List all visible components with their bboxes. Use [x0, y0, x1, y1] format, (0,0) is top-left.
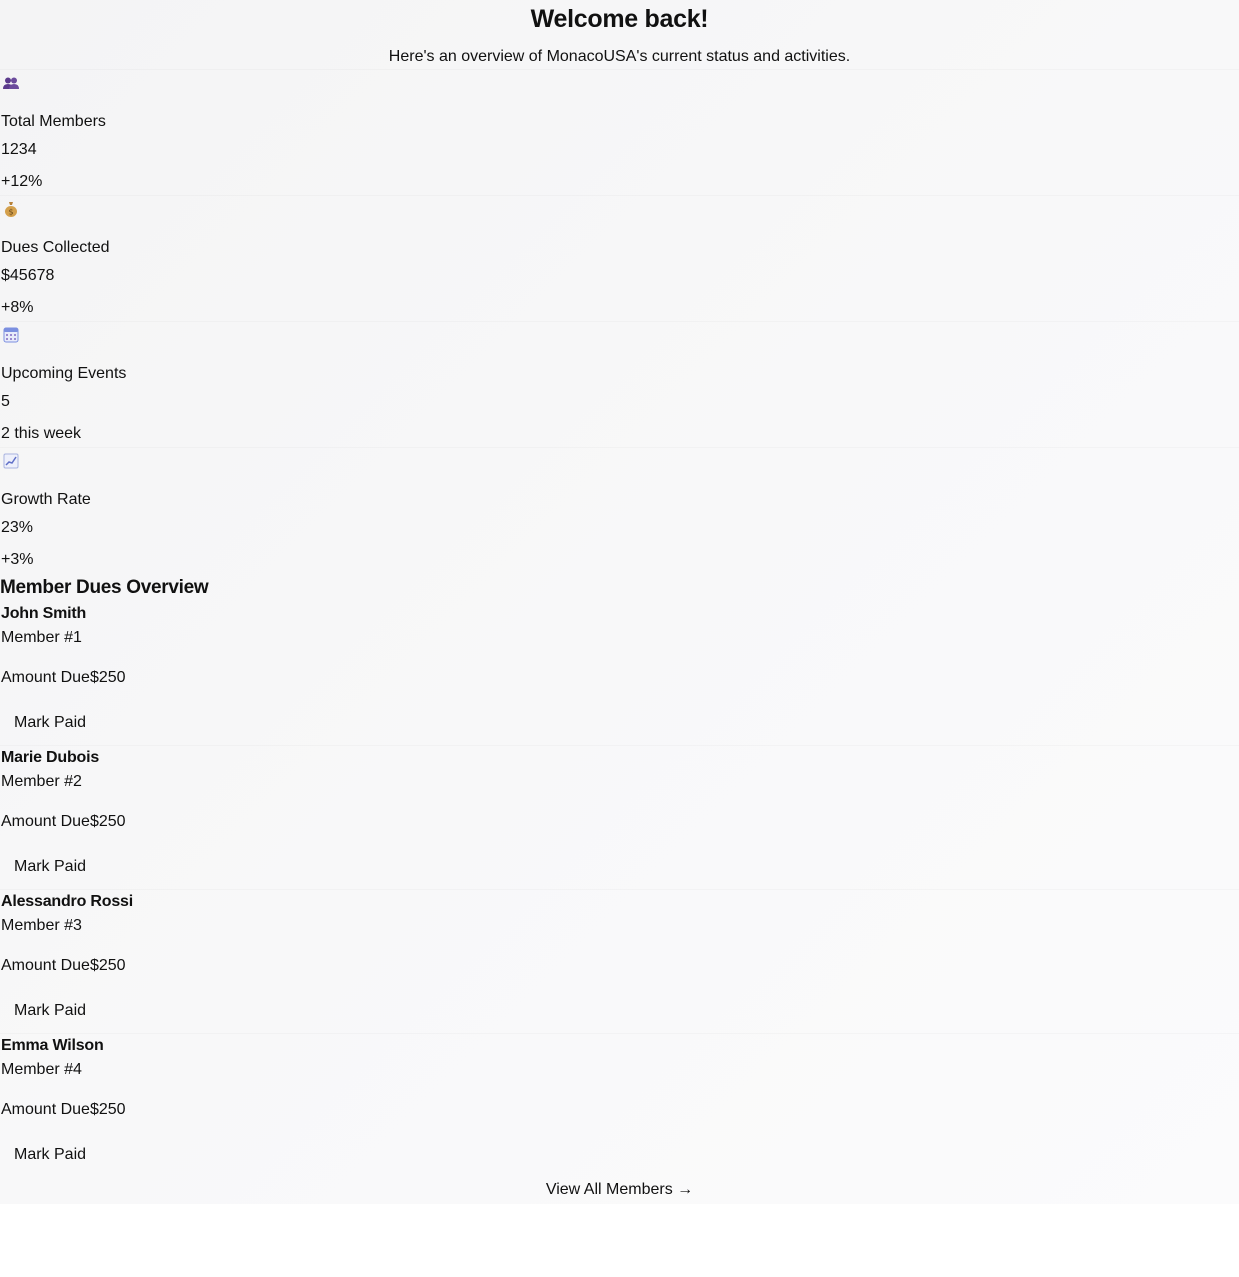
stat-value: 23%	[1, 519, 34, 536]
member-name: Alessandro Rossi	[1, 893, 133, 910]
member-name: Marie Dubois	[1, 749, 100, 766]
stat-label: Total Members	[1, 113, 106, 130]
amount-due-row	[1, 956, 126, 976]
divider	[0, 745, 1239, 746]
member-name: Emma Wilson	[1, 1037, 104, 1054]
amount-due-value: $250	[89, 1101, 126, 1118]
calendar-icon	[2, 326, 22, 344]
divider	[0, 69, 1239, 70]
amount-due-value: $250	[89, 957, 126, 974]
stat-label: Dues Collected	[1, 239, 110, 256]
member-number: Member #3	[1, 917, 82, 934]
stat-value: $45678	[1, 267, 55, 284]
page-subtitle: Here's an overview of MonacoUSA's current status and activities.	[388, 48, 851, 65]
amount-due-value: $250	[89, 669, 126, 686]
divider	[0, 195, 1239, 196]
amount-due-label: Amount Due	[1, 813, 90, 830]
member-number: Member #4	[1, 1061, 82, 1078]
mark-paid-button[interactable]: Mark Paid	[1, 994, 99, 1028]
divider	[0, 889, 1239, 890]
stat-value: 5	[1, 393, 10, 410]
stat-change: +8%	[1, 299, 34, 316]
divider	[0, 1033, 1239, 1034]
amount-due-label: Amount Due	[1, 669, 90, 686]
stat-label: Growth Rate	[1, 491, 91, 508]
mark-paid-button[interactable]: Mark Paid	[1, 1138, 99, 1172]
mark-paid-button[interactable]: Mark Paid	[1, 850, 99, 884]
stat-value: 1234	[1, 141, 37, 158]
member-number: Member #1	[1, 629, 82, 646]
view-all-members-link[interactable]: View All Members →	[545, 1181, 694, 1198]
mark-paid-button[interactable]: Mark Paid	[1, 706, 99, 740]
amount-due-value: $250	[89, 813, 126, 830]
member-number: Member #2	[1, 773, 82, 790]
stat-label: Upcoming Events	[1, 365, 127, 382]
divider	[0, 321, 1239, 322]
chart-increasing-icon	[2, 452, 22, 470]
divider	[0, 447, 1239, 448]
member-name: John Smith	[1, 605, 87, 622]
amount-due-label: Amount Due	[1, 957, 90, 974]
stat-change: 2 this week	[1, 425, 82, 442]
members-icon	[2, 75, 22, 93]
amount-due-row	[1, 1100, 126, 1120]
svg-text:$: $	[8, 207, 14, 217]
amount-due-row	[1, 812, 126, 832]
page-title: Welcome back!	[530, 5, 709, 33]
amount-due-label: Amount Due	[1, 1101, 90, 1118]
stat-change: +12%	[1, 173, 43, 190]
section-title: Member Dues Overview	[0, 577, 209, 598]
money-bag-icon	[2, 200, 22, 218]
stat-change: +3%	[1, 551, 34, 568]
amount-due-row	[1, 668, 126, 688]
